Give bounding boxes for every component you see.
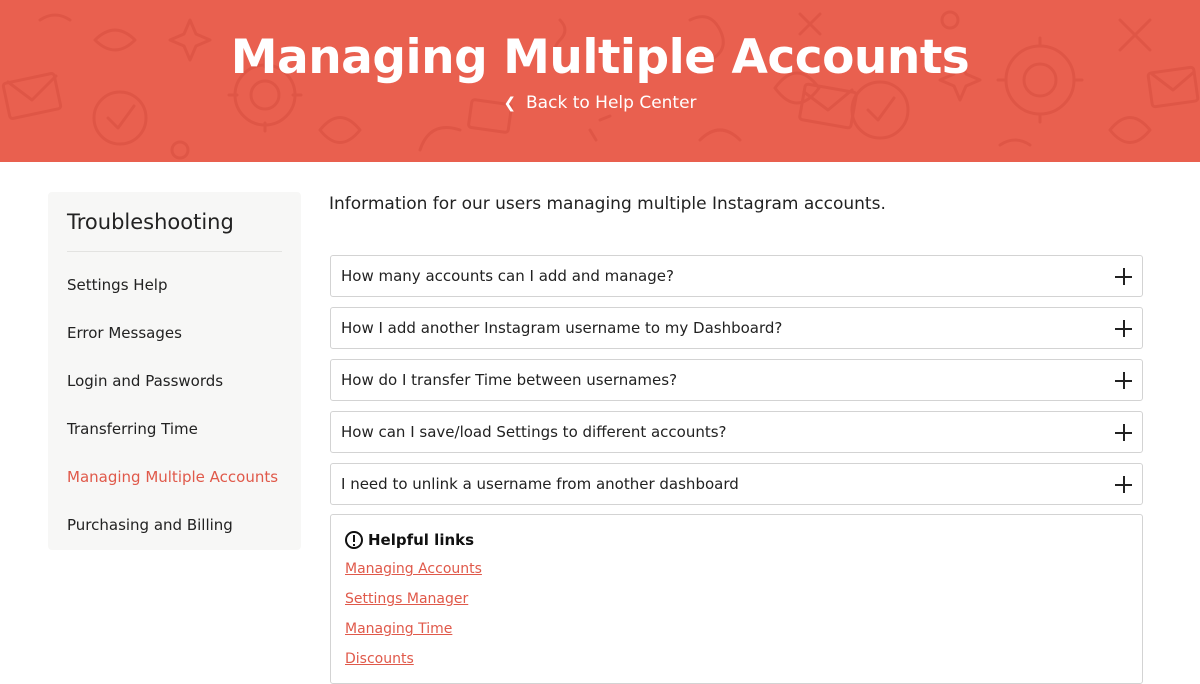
sidebar-item-error-messages[interactable]: Error Messages	[67, 324, 182, 342]
sidebar-divider	[67, 251, 282, 252]
plus-icon	[1115, 320, 1132, 337]
back-link-label: Back to Help Center	[526, 93, 697, 113]
sidebar	[48, 192, 301, 550]
sidebar-item-transferring-time[interactable]: Transferring Time	[67, 420, 198, 438]
sidebar-item-purchasing-and-billing[interactable]: Purchasing and Billing	[67, 516, 233, 534]
chevron-left-icon: ❮	[503, 94, 517, 112]
plus-icon	[1115, 268, 1132, 285]
faq-item[interactable]	[330, 359, 1143, 401]
faq-question: How many accounts can I add and manage?	[341, 267, 674, 285]
page-title: Managing Multiple Accounts	[230, 30, 970, 85]
helpful-links-heading	[345, 531, 474, 549]
faq-question: How I add another Instagram username to my Dashboard?	[341, 319, 783, 337]
helpful-links-panel	[330, 514, 1143, 684]
faq-item[interactable]	[330, 411, 1143, 453]
faq-item[interactable]	[330, 255, 1143, 297]
faq-question: How can I save/load Settings to different accounts?	[341, 423, 727, 441]
sidebar-item-settings-help[interactable]: Settings Help	[67, 276, 168, 294]
faq-item[interactable]	[330, 463, 1143, 505]
intro-text: Information for our users managing multiple Instagram accounts.	[329, 194, 886, 214]
exclamation-circle-icon	[345, 531, 363, 549]
link-discounts[interactable]: Discounts	[345, 651, 414, 667]
plus-icon	[1115, 372, 1132, 389]
sidebar-item-managing-multiple-accounts[interactable]: Managing Multiple Accounts	[67, 468, 279, 486]
faq-item[interactable]	[330, 307, 1143, 349]
faq-question: How do I transfer Time between usernames?	[341, 371, 678, 389]
link-settings-manager[interactable]: Settings Manager	[345, 591, 469, 607]
plus-icon	[1115, 476, 1132, 493]
helpful-links-heading-label: Helpful links	[368, 531, 475, 549]
link-managing-time[interactable]: Managing Time	[345, 621, 453, 637]
plus-icon	[1115, 424, 1132, 441]
link-managing-accounts[interactable]: Managing Accounts	[345, 561, 482, 577]
page-header	[0, 0, 1200, 162]
back-to-help-center-link[interactable]	[0, 93, 1200, 113]
sidebar-heading: Troubleshooting	[67, 210, 234, 234]
sidebar-item-login-and-passwords[interactable]: Login and Passwords	[67, 372, 224, 390]
faq-question: I need to unlink a username from another dashboard	[341, 475, 739, 493]
